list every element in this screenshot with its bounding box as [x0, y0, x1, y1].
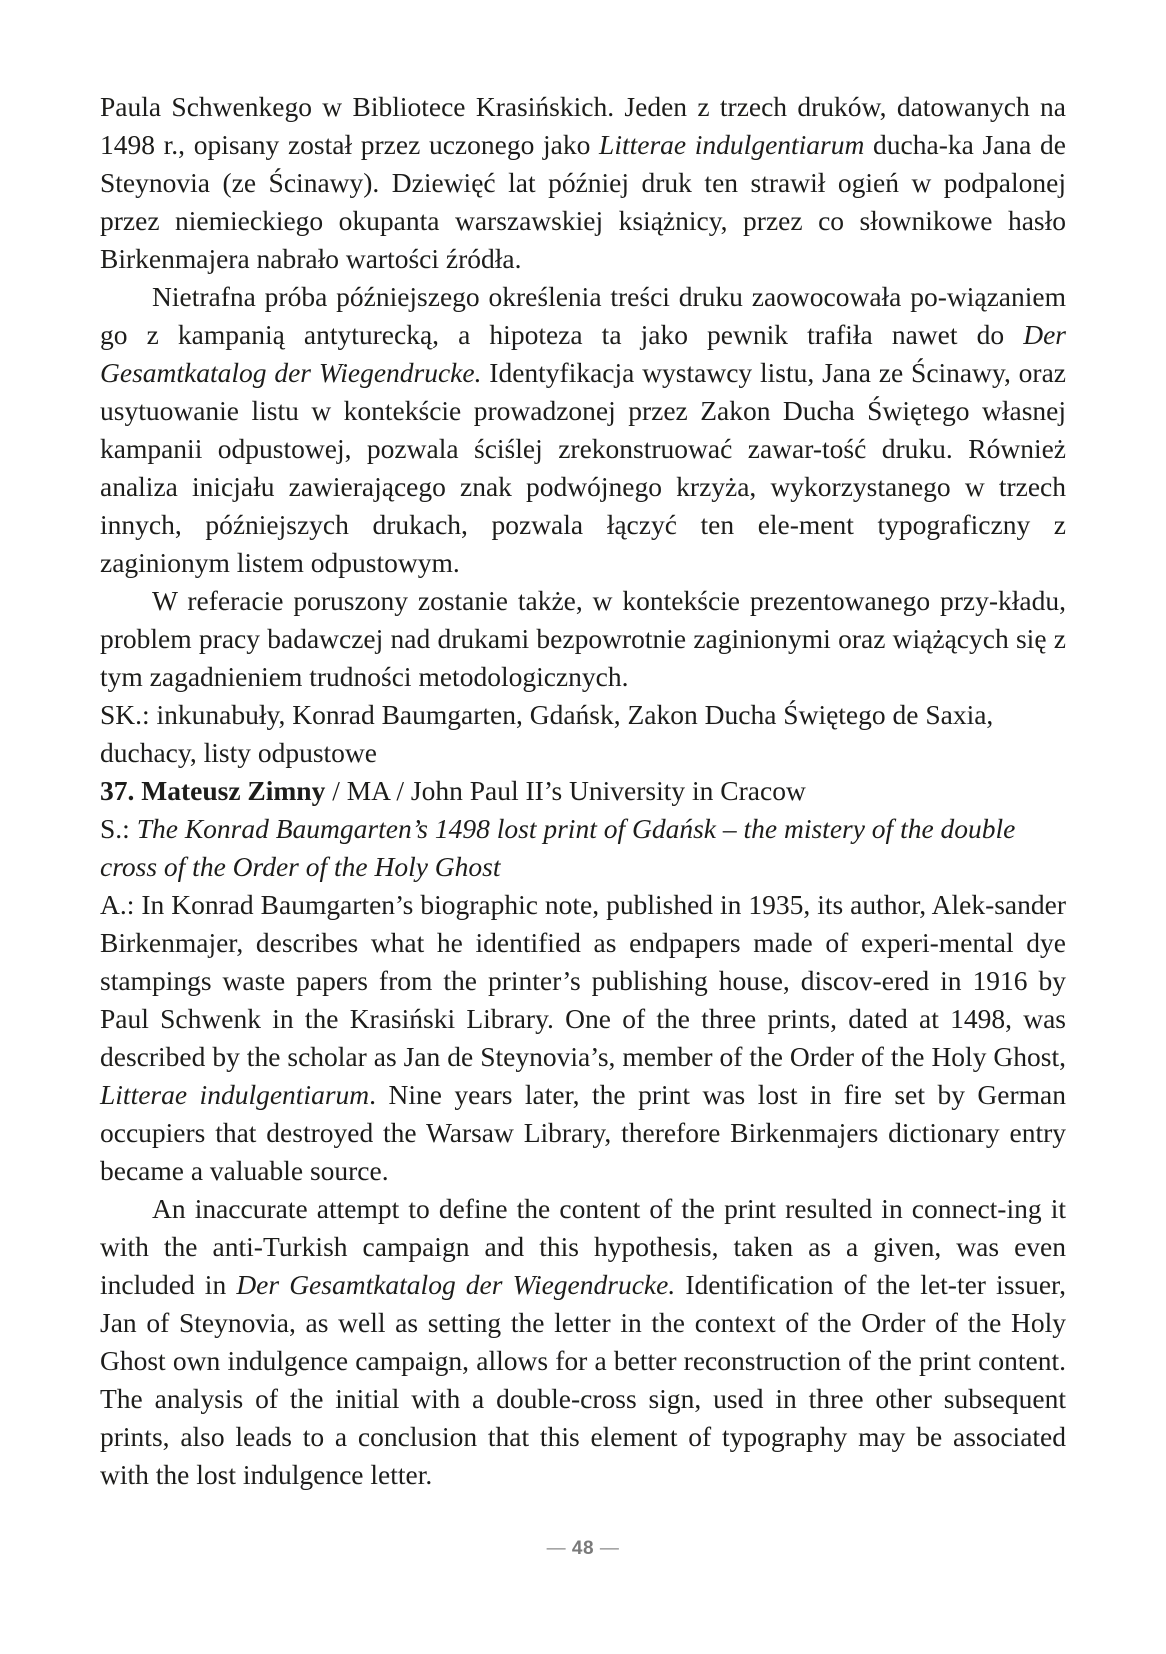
page-footer: — 48 — — [546, 1538, 620, 1559]
english-paragraph-1: A.: In Konrad Baumgarten’s biographic note, published in 1935, its author, Alek-sander Birkenmajer, describes what he identified as endpapers made of experi-mental dye stampings waste papers from the printer’s publishing house, discov-ered in 1916 by Paul Schwenk in the Krasiński Library. One of the three prints, dated at 1498, was described by the scholar as Jan de Steynovia’s, member of the Order of the Holy Ghost, Litterae indulgentiarum. Nine years later, the print was lost in fire set by German occupiers that destroyed the Warsaw Library, therefore Birkenmajers dictionary entry became a valuable source. — [100, 889, 1066, 1186]
entry-heading — [100, 772, 1066, 810]
book-title: Litterae indulgentiarum — [599, 129, 865, 160]
polish-paragraph-1: Paula Schwenkego w Bibliotece Krasińskich. Jeden z trzech druków, datowanych na 1498 r., opisany został przez uczonego jako Litterae indulgentiarum ducha-ka Jana de Steynovia (ze Ścinawy). Dziewięć lat później druk ten strawił ogień w podpalonej przez niemieckiego okupanta warszawskiej książnicy, przez co słownikowe hasło Birkenmajera nabrało wartości źródła. — [100, 91, 1066, 274]
english-paragraph-2: An inaccurate attempt to define the content of the print resulted in connect-ing it with the anti-Turkish campaign and this hypothesis, taken as a given, was even included in Der Gesamtkatalog der Wiegendrucke. Identification of the let-ter issuer, Jan of Steynovia, as well as setting the letter in the context of the Order of the Holy Ghost own indulgence campaign, allows for a better reconstruction of the print content. The analysis of the initial with a double-cross sign, used in three other subsequent prints, also leads to a conclusion that this element of typography may be associated with the lost indulgence letter. — [100, 1193, 1066, 1490]
polish-keywords: SK.: inkunabuły, Konrad Baumgarten, Gdańsk, Zakon Ducha Świętego de Saxia, duchacy, listy odpustowe — [100, 699, 994, 768]
polish-paragraph-2: Nietrafna próba późniejszego określenia treści druku zaowocowała po-wiązaniem go z kampanią antyturecką, a hipoteza ta jako pewnik trafiła nawet do Der Gesamtkatalog der Wiegendrucke. Identyfikacja wystawcy listu, Jana ze Ścinawy, oraz usytuowanie listu w kontekście prowadzonej przez Zakon Ducha Świętego własnej kampanii odpustowej, pozwala ściślej zrekonstruować zawar-tość druku. Również analiza inicjału zawierającego znak podwójnego krzyża, wykorzystanego w trzech innych, późniejszych drukach, pozwala łączyć ten ele-ment typograficzny z zaginionym listem odpustowym. — [100, 281, 1066, 578]
catalog-title-en: Der Gesamtkatalog der Wiegendrucke. — [236, 1269, 676, 1300]
book-title-en: Litterae indulgentiarum — [100, 1079, 370, 1110]
catalog-title: Der Gesamtkatalog der Wiegendrucke. — [100, 319, 1066, 388]
entry-subject: S.: The Konrad Baumgarten’s 1498 lost print of Gdańsk – the mistery of the double cross of the Order of the Holy Ghost — [100, 813, 1016, 882]
entry-author: 37. Mateusz Zimny — [100, 775, 326, 806]
page-number: 48 — [571, 1538, 595, 1559]
entry-subject-title: The Konrad Baumgarten’s 1498 lost print of Gdańsk – the mistery of the double cross of the Order of the Holy Ghost — [100, 813, 1016, 882]
polish-paragraph-3: W referacie poruszony zostanie także, w kontekście prezentowanego przy-kładu, problem pracy badawczej nad drukami bezpowrotnie zaginionymi oraz wiążących się z tym zagadnieniem trudności metodologicznych. — [100, 585, 1066, 692]
entry-affiliation: / MA / John Paul II’s University in Cracow — [325, 775, 806, 806]
page-body — [100, 88, 1066, 1494]
